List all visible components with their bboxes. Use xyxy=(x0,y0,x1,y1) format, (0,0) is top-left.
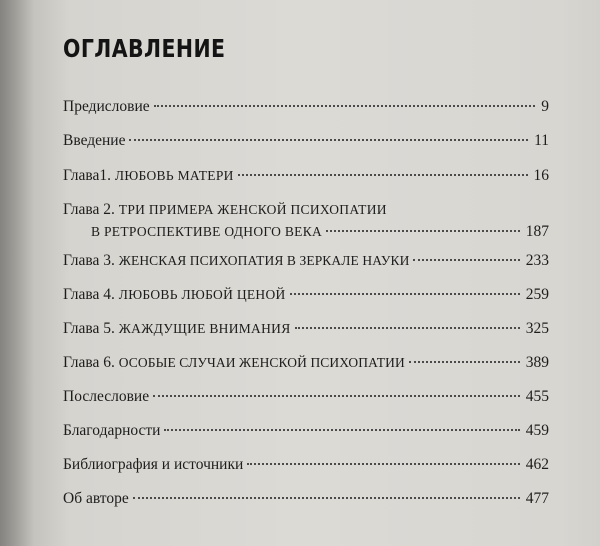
chapter-number: Глава 6. xyxy=(63,354,115,371)
leader-dots xyxy=(295,327,520,329)
chapter-title-continued: В РЕТРОСПЕКТИВЕ ОДНОГО ВЕКА xyxy=(91,224,323,239)
page-spine-shadow xyxy=(0,0,34,546)
toc-entry-label: Предисловие xyxy=(63,98,150,115)
toc-entry-page: 389 xyxy=(525,354,549,371)
toc-entry-page: 455 xyxy=(525,388,549,405)
toc-entry-page: 459 xyxy=(525,422,549,439)
toc-entry-page: 233 xyxy=(525,252,549,269)
chapter-number: Глава 2. xyxy=(63,201,115,218)
toc-entry-page: 477 xyxy=(525,490,549,507)
leader-dots xyxy=(290,293,520,295)
toc-entry-about-author xyxy=(63,488,549,522)
leader-dots xyxy=(129,139,528,141)
leader-dots xyxy=(326,230,520,232)
toc-entry-label: Благодарности xyxy=(63,422,161,439)
toc-entry-label: Библиография и источники xyxy=(63,456,244,473)
toc-entry-chapter-1 xyxy=(63,165,549,199)
leader-dots xyxy=(133,497,520,499)
toc-entry-chapter-4 xyxy=(63,284,549,318)
leader-dots xyxy=(164,429,519,431)
leader-dots xyxy=(247,463,519,465)
toc-entry-page: 325 xyxy=(525,320,549,337)
toc-entry-page: 187 xyxy=(525,223,549,240)
toc-list xyxy=(63,96,549,522)
chapter-title: ОСОБЫЕ СЛУЧАИ ЖЕНСКОЙ ПСИХОПАТИИ xyxy=(118,355,405,370)
chapter-number: Глава 3. xyxy=(63,252,115,269)
chapter-title: ЛЮБОВЬ МАТЕРИ xyxy=(114,168,234,183)
toc-entry-page: 16 xyxy=(533,167,549,184)
leader-dots xyxy=(409,361,520,363)
leader-dots xyxy=(413,259,519,261)
chapter-title: ТРИ ПРИМЕРА ЖЕНСКОЙ ПСИХОПАТИИ xyxy=(118,202,387,217)
chapter-number: Глава 5. xyxy=(63,320,115,337)
toc-entry-introduction xyxy=(63,130,549,165)
toc-entry-preface xyxy=(63,96,549,130)
toc-entry-label: Об авторе xyxy=(63,490,129,507)
leader-dots xyxy=(238,174,528,176)
toc-entry-acknowledgements xyxy=(63,420,549,454)
toc-entry-chapter-6 xyxy=(63,352,549,386)
leader-dots xyxy=(153,395,520,397)
toc-entry-page: 11 xyxy=(534,132,549,149)
toc-entry-afterword xyxy=(63,386,549,420)
toc-entry-bibliography xyxy=(63,454,549,488)
toc-entry-page: 462 xyxy=(525,456,549,473)
chapter-title: ЖАЖДУЩИЕ ВНИМАНИЯ xyxy=(118,321,291,336)
toc-entry-chapter-3 xyxy=(63,250,549,284)
leader-dots xyxy=(154,105,536,107)
toc-entry-chapter-5 xyxy=(63,318,549,352)
chapter-number: Глава1. xyxy=(63,167,112,184)
toc-entry-label: Послесловие xyxy=(63,388,150,405)
toc-entry-label: Введение xyxy=(63,132,126,149)
toc-entry-chapter-2 xyxy=(63,199,549,250)
toc-entry-page: 9 xyxy=(541,98,549,115)
toc-title: ОГЛАВЛЕНИЕ xyxy=(63,34,226,63)
chapter-number: Глава 4. xyxy=(63,286,115,303)
toc-entry-page: 259 xyxy=(525,286,549,303)
chapter-title: ЛЮБОВЬ ЛЮБОЙ ЦЕНОЙ xyxy=(118,287,286,302)
chapter-title: ЖЕНСКАЯ ПСИХОПАТИЯ В ЗЕРКАЛЕ НАУКИ xyxy=(118,253,410,268)
